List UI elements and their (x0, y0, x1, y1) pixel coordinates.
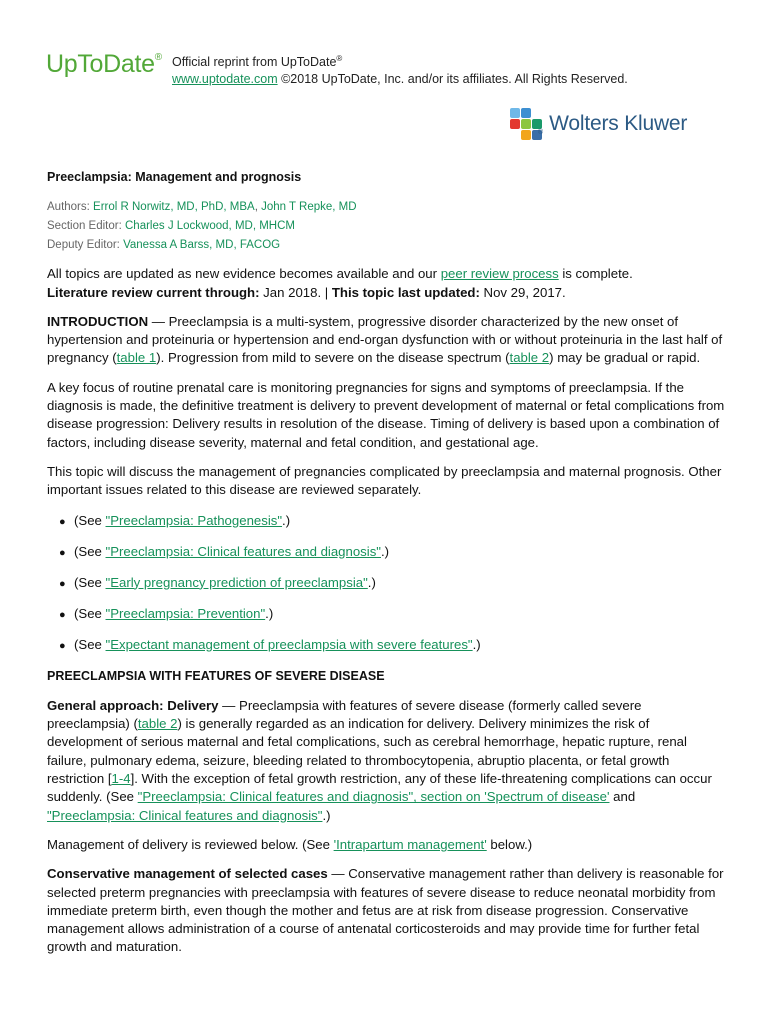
copyright-line (172, 71, 628, 88)
spectrum-of-disease-link[interactable]: "Preeclampsia: Clinical features and diagnosis", section on 'Spectrum of disease' (137, 789, 610, 805)
publisher-registered-mark: ® (538, 128, 544, 136)
see-prefix: (See (74, 605, 106, 621)
uptodate-logo (46, 50, 162, 79)
see-suffix: .) (472, 636, 481, 652)
article-body (47, 168, 727, 968)
bullet-icon: ● (59, 577, 66, 590)
general-approach-text-5: .) (322, 807, 331, 823)
table-1-link[interactable]: table 1 (116, 350, 157, 366)
bullet-icon: ● (59, 515, 66, 528)
author-link-repke[interactable]: John T Repke, MD (261, 201, 357, 214)
update-text-1: All topics are updated as new evidence becomes available and our (47, 266, 441, 282)
reprint-notice (172, 50, 628, 88)
deputy-editor-line (47, 236, 727, 255)
logo-text: UpToDate (46, 50, 155, 78)
publisher-name: Wolters Kluwer (549, 112, 688, 135)
list-item (59, 512, 727, 531)
conservative-management-paragraph (47, 865, 727, 956)
intrapartum-management-link[interactable]: 'Intrapartum management' (333, 836, 487, 852)
bullet-icon: ● (59, 546, 66, 559)
general-approach-text-1: — Preeclampsia with features of severe disease (formerly called severe preeclampsia) ( (47, 697, 642, 732)
copyright-text: ©2018 UpToDate, Inc. and/or its affiliates. All Rights Reserved. (281, 72, 628, 87)
general-approach-text-4: and (609, 789, 636, 805)
see-suffix: .) (282, 512, 291, 528)
intro-text-1: — Preeclampsia is a multi-system, progressive disorder characterized by the new onset of hypertension and proteinuria or hypertension and end-organ dysfunction with or without proteinuria in the last half of pregnancy ( (47, 313, 723, 366)
bullet-icon: ● (59, 639, 66, 652)
deputy-editor-label: Deputy Editor: (47, 239, 120, 252)
update-text-2: is complete. (558, 266, 633, 282)
see-prefix: (See (74, 512, 106, 528)
peer-review-link[interactable]: peer review process (440, 266, 559, 282)
page-header (0, 0, 768, 150)
clinical-features-link[interactable]: "Preeclampsia: Clinical features and diagnosis" (47, 807, 323, 823)
reference-1-4-link[interactable]: 1-4 (111, 771, 131, 787)
bullet-icon: ● (59, 608, 66, 621)
see-suffix: .) (380, 543, 390, 559)
delivery-text-1: Management of delivery is reviewed below. (See (47, 836, 334, 852)
author-separator: , (254, 201, 262, 214)
intro-text-3: ) may be gradual or rapid. (549, 350, 701, 366)
conservative-management-label: Conservative management of selected cases (47, 866, 328, 882)
list-item (59, 543, 727, 562)
see-prefix: (See (74, 543, 106, 559)
list-item (59, 636, 727, 655)
intro-heading: INTRODUCTION (47, 313, 149, 329)
see-link-early-prediction[interactable]: "Early pregnancy prediction of preeclampsia" (105, 574, 368, 590)
severe-disease-heading: PREECLAMPSIA WITH FEATURES OF SEVERE DISEASE (47, 668, 385, 683)
table-2-link-secondary[interactable]: table 2 (137, 716, 178, 732)
wolters-kluwer-logo (510, 108, 687, 140)
section-editor-label: Section Editor: (47, 220, 122, 233)
general-approach-label: General approach: Delivery (47, 697, 219, 713)
uptodate-site-link[interactable]: www.uptodate.com (172, 72, 278, 87)
see-link-prevention[interactable]: "Preeclampsia: Prevention" (105, 605, 266, 621)
see-link-pathogenesis[interactable]: "Preeclampsia: Pathogenesis" (105, 512, 283, 528)
section-editor-link[interactable]: Charles J Lockwood, MD, MHCM (125, 220, 295, 233)
see-link-expectant-management[interactable]: "Expectant management of preeclampsia with severe features" (105, 636, 473, 652)
reprint-text: Official reprint from UpToDate (172, 55, 337, 70)
authors-label: Authors: (47, 201, 90, 214)
general-approach-text-3: ]. With the exception of fetal growth restriction, any of these life-threatening complications can occur suddenly. (See (47, 771, 712, 805)
intro-paragraph (47, 313, 727, 368)
list-item (59, 605, 727, 624)
list-item (59, 574, 727, 593)
authors-line (47, 198, 727, 217)
delivery-management-paragraph (47, 836, 727, 854)
see-suffix: .) (265, 605, 274, 621)
article-title: Preeclampsia: Management and prognosis (47, 170, 302, 184)
deputy-editor-link[interactable]: Vanessa A Barss, MD, FACOG (123, 239, 281, 252)
author-link-norwitz[interactable]: Errol R Norwitz, MD, PhD, MBA (93, 201, 255, 214)
conservative-management-text: — Conservative management rather than delivery is reasonable for selected preterm pregnancies with preeclampsia with features of severe disease to reduce neonatal morbidity from immediate preterm birth, even though the mother and fetus are at risk from disease progression. Conservative management allows administration of a course of antenatal corticosteroids and may provide time for further fetal growth and maturation. (47, 866, 724, 955)
see-suffix: .) (367, 574, 376, 590)
delivery-text-2: below.) (486, 836, 533, 852)
table-2-link[interactable]: table 2 (509, 350, 550, 366)
reprint-registered-mark: ® (336, 54, 343, 63)
general-approach-paragraph (47, 697, 727, 825)
section-editor-line (47, 217, 727, 236)
last-updated-date: Nov 29, 2017. (479, 284, 566, 300)
see-prefix: (See (74, 636, 106, 652)
literature-review-label: Literature review current through: (47, 284, 260, 300)
general-approach-text-2: ) is generally regarded as an indication for delivery. Delivery minimizes the risk of development of serious maternal and fetal complications, such as cerebral hemorrhage, hepatic rupture, renal failure, pulmonary edema, seizure, bleeding related to thrombocytopenia, abruptio placenta, or fetal growth restriction [ (47, 716, 687, 787)
intro-text-2: ). Progression from mild to severe on the disease spectrum ( (156, 350, 510, 366)
reprint-line (172, 50, 628, 71)
see-prefix: (See (74, 574, 106, 590)
logo-registered-mark: ® (154, 52, 162, 63)
last-updated-label: This topic last updated: (331, 284, 480, 300)
update-notice (47, 265, 727, 302)
see-link-clinical-features[interactable]: "Preeclampsia: Clinical features and diagnosis" (105, 543, 381, 559)
literature-review-date: Jan 2018. | (259, 284, 332, 300)
intro-paragraph-3: This topic will discuss the management of pregnancies complicated by preeclampsia and maternal prognosis. Other important issues related to this disease are reviewed separately. (47, 463, 722, 498)
see-also-list (47, 512, 727, 655)
intro-paragraph-2: A key focus of routine prenatal care is monitoring pregnancies for signs and symptoms of preeclampsia. If the diagnosis is made, the definitive treatment is delivery to prevent development of maternal or fetal complications from disease progression: Delivery results in resolution of the disease. Timing of delivery is based upon a combination of factors, including disease severity, maternal and fetal condition, and gestational age. (47, 379, 725, 450)
